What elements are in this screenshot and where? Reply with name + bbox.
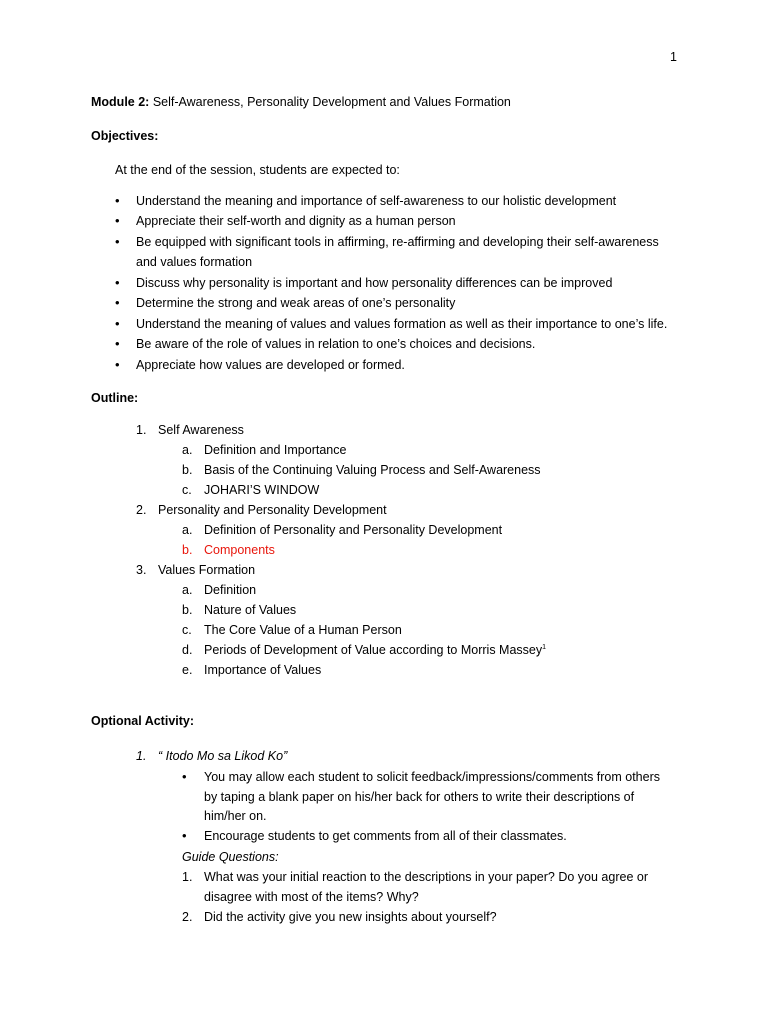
bullet-icon <box>115 273 120 293</box>
outline-sub-item: Periods of Development of Value according to Morris Massey <box>204 643 543 657</box>
outline-sub-letter: a. <box>182 523 193 537</box>
objective-item: Understand the meaning and importance of self-awareness to our holistic development <box>136 194 617 208</box>
guide-questions-label: Guide Questions: <box>182 850 279 864</box>
outline-sub-letter: c. <box>182 623 192 637</box>
module-title: Self-Awareness, Personality Development and Values Formation <box>152 95 511 109</box>
objectives-heading: Objectives: <box>91 129 159 143</box>
objective-item: Be aware of the role of values in relation to one’s choices and decisions. <box>136 337 536 351</box>
bullet-icon <box>115 191 120 211</box>
objective-item: Discuss why personality is important and how personality differences can be improved <box>136 276 613 290</box>
outline-number: 1. <box>136 423 147 437</box>
outline-section-title: Personality and Personality Development <box>158 503 387 517</box>
outline-sub-letter: b. <box>182 463 193 477</box>
outline-sub-letter: d. <box>182 643 193 657</box>
outline-sub-letter: a. <box>182 583 193 597</box>
bullet-icon <box>115 232 120 252</box>
optional-activity-heading: Optional Activity: <box>91 714 195 728</box>
objective-item: Be equipped with significant tools in affirming, re-affirming and developing their self-awareness <box>136 235 659 249</box>
bullet-icon <box>115 293 120 313</box>
activity-bullet: Encourage students to get comments from all of their classmates. <box>204 829 567 843</box>
outline-sub-item: Definition <box>204 583 257 597</box>
outline-sub-letter: b. <box>182 603 193 617</box>
objective-item: Appreciate how values are developed or formed. <box>136 358 405 372</box>
activity-title: “ Itodo Mo sa Likod Ko” <box>158 749 288 763</box>
activity-bullet-continued: by taping a blank paper on his/her back for others to write their descriptions of <box>204 790 635 804</box>
activity-bullet: You may allow each student to solicit feedback/impressions/comments from others <box>204 770 660 784</box>
question-text: Did the activity give you new insights about yourself? <box>204 910 497 924</box>
outline-sub-item: Nature of Values <box>204 603 297 617</box>
bullet-icon <box>115 314 120 334</box>
outline-sub-letter: c. <box>182 483 192 497</box>
module-heading <box>91 92 511 112</box>
objective-item-continued: and values formation <box>136 255 253 269</box>
footnote-reference[interactable]: 1 <box>542 643 547 651</box>
outline-sub-item: Definition of Personality and Personality Development <box>204 523 503 537</box>
objective-item: Determine the strong and weak areas of one’s personality <box>136 296 456 310</box>
outline-sub-item: Definition and Importance <box>204 443 347 457</box>
objective-item: Understand the meaning of values and values formation as well as their importance to one’s life. <box>136 317 668 331</box>
outline-section-title: Values Formation <box>158 563 256 577</box>
outline-sub-letter-highlighted: b. <box>182 543 193 557</box>
outline-sub-item: The Core Value of a Human Person <box>204 623 402 637</box>
bullet-icon <box>115 334 120 354</box>
objective-item: Appreciate their self-worth and dignity as a human person <box>136 214 456 228</box>
outline-sub-item: Importance of Values <box>204 663 322 677</box>
module-label: Module 2: <box>91 95 150 109</box>
outline-sub-letter: e. <box>182 663 193 677</box>
outline-sub-item: JOHARI’S WINDOW <box>204 483 320 497</box>
outline-section-title: Self Awareness <box>158 423 244 437</box>
question-number: 2. <box>182 910 193 924</box>
outline-sub-item-with-footnote <box>204 640 546 660</box>
question-text: What was your initial reaction to the descriptions in your paper? Do you agree or <box>204 870 648 884</box>
outline-sub-item: Basis of the Continuing Valuing Process and Self-Awareness <box>204 463 541 477</box>
question-text-continued: disagree with most of the items? Why? <box>204 890 419 904</box>
outline-number: 2. <box>136 503 147 517</box>
page-number: 1 <box>670 50 677 64</box>
outline-heading: Outline: <box>91 391 139 405</box>
bullet-icon <box>115 355 120 375</box>
outline-sub-letter: a. <box>182 443 193 457</box>
bullet-icon <box>182 767 187 787</box>
bullet-icon <box>182 826 187 846</box>
outline-sub-item-highlighted: Components <box>204 543 275 557</box>
outline-number: 3. <box>136 563 147 577</box>
objectives-intro: At the end of the session, students are expected to: <box>115 163 400 177</box>
bullet-icon <box>115 211 120 231</box>
question-number: 1. <box>182 870 193 884</box>
activity-bullet-continued: him/her on. <box>204 809 267 823</box>
activity-number: 1. <box>136 749 147 763</box>
